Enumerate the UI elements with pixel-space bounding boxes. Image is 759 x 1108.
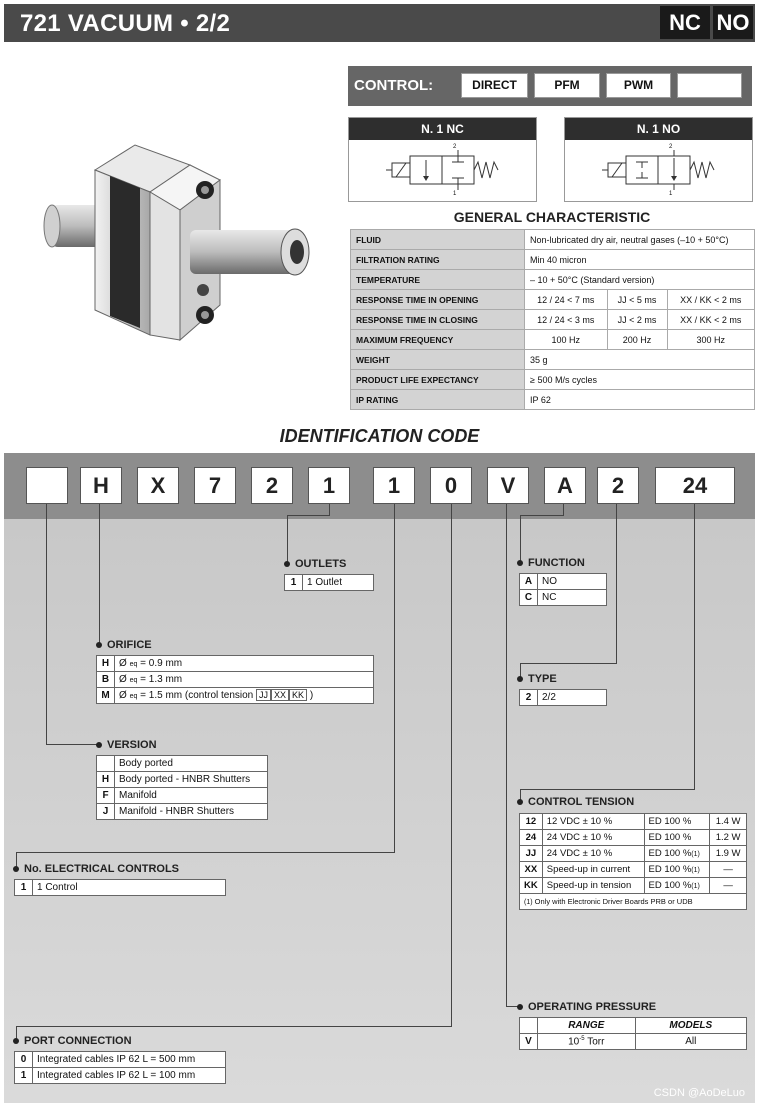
table-row — [520, 1034, 747, 1050]
duty-value: ED 100 % — [648, 832, 692, 843]
version-table — [96, 755, 268, 820]
row-cell: XX / KK < 2 ms — [667, 310, 754, 330]
no-symbol-box — [564, 117, 753, 202]
control-tension-section — [517, 796, 634, 808]
row-value: Non-lubricated dry air, neutral gases (–10 + 50°C) — [525, 230, 755, 250]
no-symbol-title: N. 1 NO — [565, 118, 752, 140]
control-option-direct: DIRECT — [461, 73, 528, 98]
leader-line-electrical — [394, 504, 395, 852]
diameter-symbol: Ø — [119, 690, 127, 701]
nc-port-2: 2 — [453, 144, 457, 150]
duty-cell — [644, 846, 710, 862]
function-section — [517, 557, 585, 569]
row-key: RESPONSE TIME IN CLOSING — [351, 310, 525, 330]
leader-line-tension-h — [520, 789, 695, 790]
row-cell: 200 Hz — [607, 330, 667, 350]
eq-subscript: eq — [129, 693, 138, 700]
table-row — [520, 574, 607, 590]
option-code: 1 — [285, 575, 303, 591]
leader-line-outlets — [287, 515, 288, 562]
table-row — [351, 350, 755, 370]
option-desc: 12 VDC ± 10 % — [542, 814, 644, 830]
option-code: 24 — [520, 830, 543, 846]
footnote-text: Only with Electronic Driver Boards PRB or UDB — [532, 897, 693, 906]
table-row — [520, 878, 747, 894]
version-title: VERSION — [107, 739, 157, 751]
option-code: B — [97, 672, 115, 688]
table-row — [520, 894, 747, 910]
row-key: RESPONSE TIME IN OPENING — [351, 290, 525, 310]
operating-pressure-title: OPERATING PRESSURE — [528, 1001, 657, 1013]
identification-code-panel — [4, 453, 755, 1103]
row-value: ≥ 500 M/s cycles — [525, 370, 755, 390]
power-value: — — [710, 878, 747, 894]
diameter-symbol: Ø — [119, 658, 127, 669]
row-cell: 300 Hz — [667, 330, 754, 350]
no-port-1: 1 — [669, 191, 673, 197]
leader-line-orifice — [99, 504, 100, 644]
control-option-pwm: PWM — [606, 73, 671, 98]
control-option-empty — [677, 73, 742, 98]
row-key: FLUID — [351, 230, 525, 250]
function-table — [519, 573, 607, 606]
leader-line-version-h — [46, 744, 98, 745]
code-slot-1b: 1 — [373, 467, 415, 504]
type-table — [519, 689, 607, 706]
table-row — [520, 862, 747, 878]
code-slot-h: H — [80, 467, 122, 504]
duty-value: ED 100 % — [648, 864, 692, 875]
option-desc: 24 VDC ± 10 % — [542, 846, 644, 862]
option-code: M — [97, 688, 115, 704]
range-unit: Torr — [587, 1036, 605, 1048]
general-characteristic-title: GENERAL CHARACTERISTIC — [453, 209, 651, 225]
table-row — [520, 846, 747, 862]
option-code: 2 — [520, 690, 538, 706]
duty-value: ED 100 % — [648, 816, 692, 827]
option-code: H — [97, 772, 115, 788]
leader-line-function — [520, 515, 521, 561]
option-code: XX — [520, 862, 543, 878]
table-row — [520, 830, 747, 846]
option-code: JJ — [520, 846, 543, 862]
control-tension-table — [519, 813, 747, 910]
code-slot-7: 7 — [194, 467, 236, 504]
eq-subscript: eq — [129, 677, 138, 684]
operating-pressure-section — [517, 1001, 656, 1013]
footnote-ref: (1) — [691, 851, 700, 858]
option-desc: 2/2 — [538, 690, 607, 706]
header-bar — [4, 4, 755, 42]
bullet-icon — [517, 799, 523, 805]
eq-subscript: eq — [129, 661, 138, 668]
bullet-icon — [517, 1004, 523, 1010]
orifice-table — [96, 655, 374, 704]
row-key: WEIGHT — [351, 350, 525, 370]
option-code: 1 — [15, 880, 33, 896]
option-desc: Manifold - HNBR Shutters — [115, 804, 268, 820]
table-row — [351, 290, 755, 310]
leader-line-outlets-h — [287, 515, 330, 516]
bullet-icon — [13, 866, 19, 872]
type-title: TYPE — [528, 673, 557, 685]
table-row — [351, 390, 755, 410]
tension-tag-kk: KK — [289, 689, 307, 701]
option-desc: 1 Control — [33, 880, 226, 896]
electrical-controls-title: No. ELECTRICAL CONTROLS — [24, 863, 180, 875]
outlets-title: OUTLETS — [295, 558, 347, 570]
option-desc: Speed-up in current — [542, 862, 644, 878]
row-key: PRODUCT LIFE EXPECTANCY — [351, 370, 525, 390]
electrical-controls-table — [14, 879, 226, 896]
bullet-icon — [284, 561, 290, 567]
table-row — [520, 1018, 747, 1034]
duty-cell — [644, 878, 710, 894]
column-header-range: RANGE — [538, 1018, 636, 1034]
option-desc: Body ported — [115, 756, 268, 772]
bullet-icon — [96, 642, 102, 648]
option-value: = 1.3 mm — [140, 674, 183, 685]
table-row — [97, 756, 268, 772]
option-code: J — [97, 804, 115, 820]
table-row — [97, 672, 374, 688]
row-value: 35 g — [525, 350, 755, 370]
operating-pressure-table — [519, 1017, 747, 1050]
nc-port-1: 1 — [453, 191, 457, 197]
leader-line-electrical-h — [16, 852, 395, 853]
table-row — [15, 1052, 226, 1068]
table-row — [351, 330, 755, 350]
leader-line-function-h — [520, 515, 564, 516]
page-title: 721 VACUUM • 2/2 — [20, 10, 231, 37]
code-slot-a: A — [544, 467, 586, 504]
option-code: H — [97, 656, 115, 672]
option-code: F — [97, 788, 115, 804]
nc-symbol-title: N. 1 NC — [349, 118, 536, 140]
orifice-title: ORIFICE — [107, 639, 152, 651]
watermark: CSDN @AoDeLuo — [653, 1087, 745, 1099]
no-port-2: 2 — [669, 144, 673, 150]
power-value: 1.4 W — [710, 814, 747, 830]
table-row — [520, 814, 747, 830]
header-blank — [520, 1018, 538, 1034]
table-row — [351, 310, 755, 330]
power-value: — — [710, 862, 747, 878]
table-row — [97, 772, 268, 788]
nc-symbol-box — [348, 117, 537, 202]
code-slot-blank — [26, 467, 68, 504]
row-key: MAXIMUM FREQUENCY — [351, 330, 525, 350]
option-desc: Manifold — [115, 788, 268, 804]
code-slot-1a: 1 — [308, 467, 350, 504]
electrical-controls-section — [13, 863, 179, 875]
row-key: TEMPERATURE — [351, 270, 525, 290]
option-code — [97, 756, 115, 772]
nc-valve-symbol — [384, 150, 504, 190]
row-cell: JJ < 2 ms — [607, 310, 667, 330]
close-paren: ) — [309, 690, 314, 701]
identification-code-title: IDENTIFICATION CODE — [279, 426, 480, 446]
leader-line-pressure — [506, 504, 507, 1007]
control-bar — [348, 66, 752, 106]
table-row — [97, 788, 268, 804]
range-exponent: -5 — [579, 1035, 585, 1042]
code-slot-x: X — [137, 467, 179, 504]
code-slot-24: 24 — [655, 467, 735, 504]
option-desc: Integrated cables IP 62 L = 500 mm — [33, 1052, 226, 1068]
row-cell: 12 / 24 < 3 ms — [525, 310, 608, 330]
outlets-section — [284, 558, 346, 570]
nc-badge: NC — [660, 6, 710, 39]
diameter-symbol: Ø — [119, 674, 127, 685]
version-section — [96, 739, 157, 751]
duty-value: ED 100 % — [648, 848, 692, 859]
option-desc — [115, 656, 374, 672]
code-slot-v: V — [487, 467, 529, 504]
option-desc: NO — [538, 574, 607, 590]
leader-line-port-h — [16, 1026, 452, 1027]
table-row — [97, 688, 374, 704]
option-code: C — [520, 590, 538, 606]
control-tension-title: CONTROL TENSION — [528, 796, 635, 808]
table-row — [351, 370, 755, 390]
port-connection-title: PORT CONNECTION — [24, 1035, 132, 1047]
option-code: 1 — [15, 1068, 33, 1084]
footnote-ref: (1) — [691, 883, 700, 890]
row-key: FILTRATION RATING — [351, 250, 525, 270]
table-row — [285, 575, 374, 591]
control-label: CONTROL: — [354, 77, 434, 94]
row-cell: 100 Hz — [525, 330, 608, 350]
range-base: 10 — [568, 1036, 580, 1048]
row-cell: XX / KK < 2 ms — [667, 290, 754, 310]
general-characteristic-table — [350, 229, 755, 410]
table-row — [15, 1068, 226, 1084]
option-code: KK — [520, 878, 543, 894]
table-row — [351, 250, 755, 270]
leader-line-version — [46, 504, 47, 744]
port-connection-section — [13, 1035, 132, 1047]
option-desc: 1 Outlet — [303, 575, 374, 591]
valve-product-image — [40, 130, 330, 360]
function-title: FUNCTION — [528, 557, 585, 569]
option-code: 12 — [520, 814, 543, 830]
option-code: V — [520, 1034, 538, 1050]
footnote — [520, 894, 747, 910]
power-value: 1.2 W — [710, 830, 747, 846]
code-slot-0: 0 — [430, 467, 472, 504]
footnote-ref: (1) — [691, 867, 700, 874]
option-value: = 1.5 mm (control tension — [140, 690, 254, 701]
models-value: All — [635, 1034, 746, 1050]
leader-line-type — [616, 504, 617, 663]
bullet-icon — [96, 742, 102, 748]
option-desc: Speed-up in tension — [542, 878, 644, 894]
table-row — [97, 804, 268, 820]
row-value: – 10 + 50°C (Standard version) — [525, 270, 755, 290]
port-connection-table — [14, 1051, 226, 1084]
option-value: = 0.9 mm — [140, 658, 183, 669]
table-row — [97, 656, 374, 672]
duty-cell — [644, 830, 710, 846]
code-band — [4, 453, 755, 519]
bullet-icon — [517, 560, 523, 566]
row-cell: JJ < 5 ms — [607, 290, 667, 310]
option-desc — [115, 688, 374, 704]
leader-line-tension — [694, 504, 695, 789]
outlets-table — [284, 574, 374, 591]
table-row — [351, 270, 755, 290]
tension-tag-jj: JJ — [256, 689, 271, 701]
duty-cell — [644, 862, 710, 878]
option-desc: Integrated cables IP 62 L = 100 mm — [33, 1068, 226, 1084]
type-section — [517, 673, 557, 685]
code-slot-2: 2 — [251, 467, 293, 504]
no-badge: NO — [713, 6, 753, 39]
table-row — [351, 230, 755, 250]
power-value: 1.9 W — [710, 846, 747, 862]
leader-line-port — [451, 504, 452, 1026]
no-valve-symbol — [600, 150, 720, 190]
duty-cell — [644, 814, 710, 830]
option-code: 0 — [15, 1052, 33, 1068]
table-row — [520, 590, 607, 606]
option-desc — [115, 672, 374, 688]
row-value: IP 62 — [525, 390, 755, 410]
duty-value: ED 100 % — [648, 880, 692, 891]
row-value: Min 40 micron — [525, 250, 755, 270]
row-key: IP RATING — [351, 390, 525, 410]
table-row — [520, 690, 607, 706]
range-value — [538, 1034, 636, 1050]
bullet-icon — [13, 1038, 19, 1044]
orifice-section — [96, 639, 152, 651]
control-option-pfm: PFM — [534, 73, 600, 98]
row-cell: 12 / 24 < 7 ms — [525, 290, 608, 310]
column-header-models: MODELS — [635, 1018, 746, 1034]
bullet-icon — [517, 676, 523, 682]
footnote-mark: (1) — [524, 899, 533, 906]
leader-line-type-h — [520, 663, 617, 664]
table-row — [15, 880, 226, 896]
code-slot-2b: 2 — [597, 467, 639, 504]
option-code: A — [520, 574, 538, 590]
option-desc: 24 VDC ± 10 % — [542, 830, 644, 846]
tension-tag-xx: XX — [271, 689, 289, 701]
option-desc: NC — [538, 590, 607, 606]
option-desc: Body ported - HNBR Shutters — [115, 772, 268, 788]
